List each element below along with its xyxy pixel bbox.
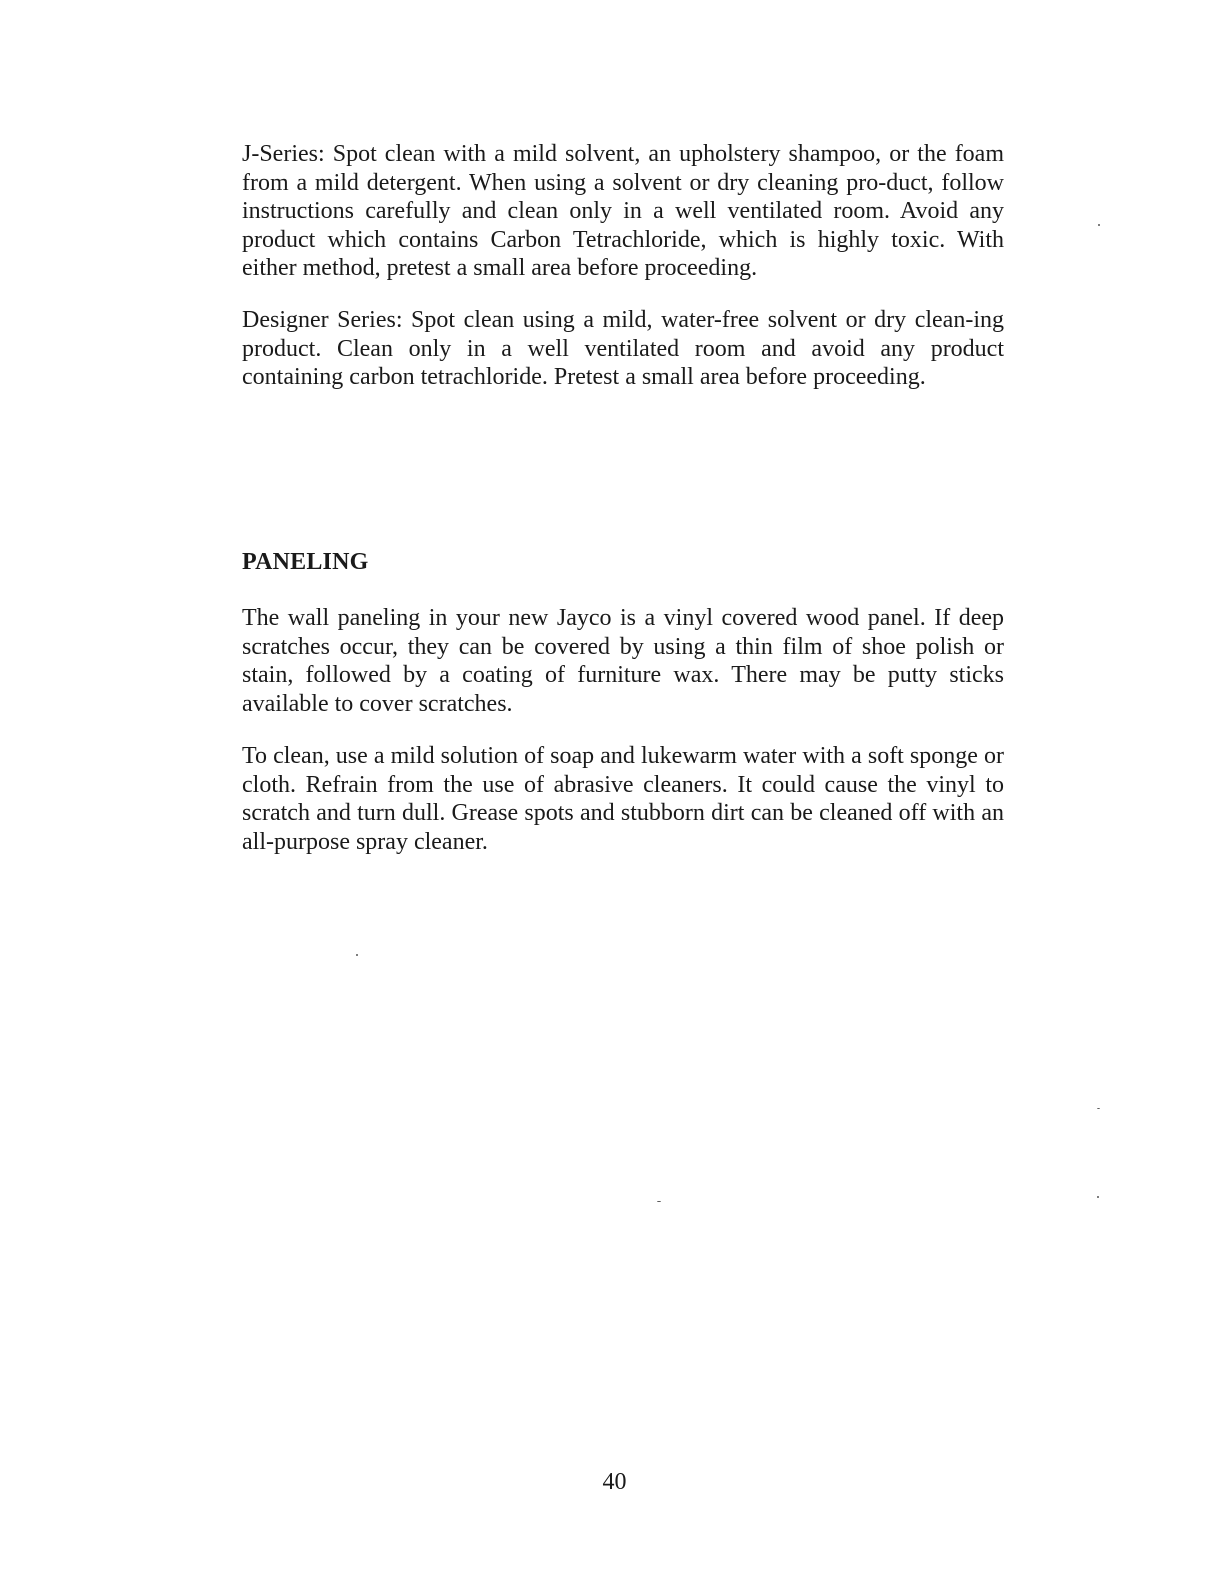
scan-speck: [356, 954, 358, 956]
scan-speck: [1097, 1108, 1100, 1109]
paragraph-designer-series: Designer Series: Spot clean using a mild, water-free solvent or dry clean-ing product. Clean only in a well ventilated room and avoid any product containing carbon tetrachloride. Pretest a small area before proceeding.: [242, 307, 1004, 391]
paragraph-jseries: J-Series: Spot clean with a mild solvent, an upholstery shampoo, or the foam from a mild detergent. When using a solvent or dry cleaning pro-duct, follow instructions carefully and clean only in a well ventilated room. Avoid any product which contains Carbon Tetrachloride, which is highly toxic. With either method, pretest a small area before proceeding.: [242, 141, 1004, 282]
scan-speck: [1097, 1196, 1099, 1198]
scan-speck: [657, 1201, 661, 1202]
scan-speck: [1098, 224, 1100, 226]
paragraph-paneling-cleaning: To clean, use a mild solution of soap and lukewarm water with a soft sponge or cloth. Refrain from the use of abrasive cleaners. It could cause the vinyl to scratch and turn dull. Grease spots and stubborn dirt can be cleaned off with an all-purpose spray cleaner.: [242, 743, 1004, 855]
paragraph-paneling-scratches: The wall paneling in your new Jayco is a vinyl covered wood panel. If deep scratches occur, they can be covered by using a thin film of shoe polish or stain, followed by a coating of furniture wax. There may be putty sticks available to cover scratches.: [242, 605, 1004, 717]
section-heading-paneling: PANELING: [242, 549, 369, 575]
page-number: 40: [602, 1469, 627, 1495]
